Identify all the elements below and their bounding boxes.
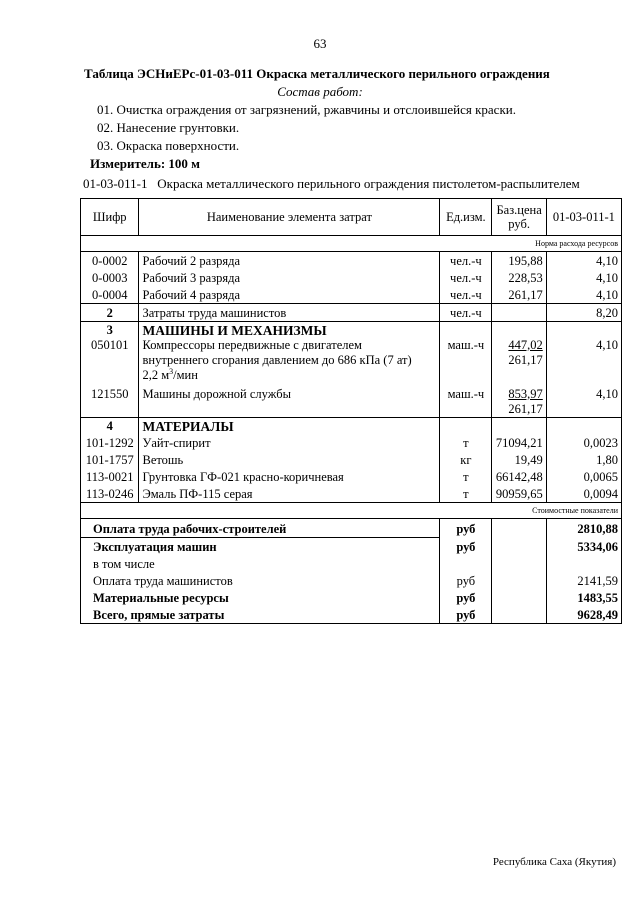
row-code: 113-0246 [81, 485, 139, 503]
footer-region: Республика Саха (Якутия) [492, 856, 616, 868]
row-price [492, 338, 546, 383]
row-name-part: /мин [173, 368, 198, 382]
row-name: Рабочий 2 разряда [139, 252, 440, 270]
table-row [81, 304, 622, 322]
row-name: Эмаль ПФ-115 серая [139, 485, 440, 503]
row-unit: маш.-ч [440, 383, 492, 418]
table-header-row [81, 199, 622, 236]
total-row [81, 538, 622, 556]
row-unit: кг [440, 451, 492, 468]
row-price: 90959,65 [492, 485, 546, 503]
table-row [81, 383, 622, 418]
total-value: 9628,49 [546, 606, 621, 624]
row-name: Затраты труда машинистов [139, 304, 440, 322]
rate-code-line [83, 176, 580, 192]
resource-table [80, 198, 622, 624]
table-row [81, 252, 622, 270]
total-unit: руб [440, 589, 492, 606]
header-code: Шифр [81, 199, 139, 236]
row-code: 0-0003 [81, 269, 139, 286]
header-value: 01-03-011-1 [546, 199, 621, 236]
row-name-line: внутреннего сгорания давлением до 686 кПа (7 ат) [142, 353, 412, 367]
meter-label: Измеритель: 100 м [90, 156, 201, 171]
row-name: Ветошь [139, 451, 440, 468]
cost-caption: Стоимостные показатели [492, 503, 622, 519]
row-value: 4,10 [546, 269, 621, 286]
norm-caption-row [81, 236, 622, 252]
row-name: Грунтовка ГФ-021 красно-коричневая [139, 468, 440, 485]
row-name: Уайт-спирит [139, 434, 440, 451]
row-name-part: 2,2 м [142, 368, 170, 382]
table-row [81, 434, 622, 451]
row-name-sup: 3 [169, 366, 174, 376]
total-name: Всего, прямые затраты [81, 606, 440, 624]
row-unit: маш.-ч [440, 338, 492, 383]
row-value: 0,0065 [546, 468, 621, 485]
total-row [81, 572, 622, 589]
row-unit: т [440, 485, 492, 503]
row-unit: т [440, 468, 492, 485]
total-value: 2810,88 [546, 519, 621, 538]
row-value: 4,10 [546, 286, 621, 304]
row-value: 0,0023 [546, 434, 621, 451]
section-row [81, 322, 622, 339]
row-price: 19,49 [492, 451, 546, 468]
row-price-secondary: 261,17 [508, 353, 543, 367]
total-value: 5334,06 [546, 538, 621, 556]
row-name-line [142, 368, 436, 383]
work-item: 03. Окраска поверхности. [97, 138, 240, 153]
cost-caption-row [81, 503, 622, 519]
section-name: МАШИНЫ И МЕХАНИЗМЫ [139, 322, 440, 339]
row-price: 195,88 [492, 252, 546, 270]
row-unit: чел.-ч [440, 286, 492, 304]
total-unit: руб [440, 519, 492, 538]
header-name: Наименование элемента затрат [139, 199, 440, 236]
section-code: 4 [81, 418, 139, 435]
row-price: 228,53 [492, 269, 546, 286]
table-row [81, 269, 622, 286]
total-name: в том числе [81, 555, 440, 572]
row-name: Машины дорожной службы [139, 383, 440, 418]
work-item: 01. Очистка ограждения от загрязнений, ржавчины и отслоившейся краски. [97, 102, 516, 117]
total-value: 2141,59 [546, 572, 621, 589]
row-unit: чел.-ч [440, 304, 492, 322]
table-row [81, 286, 622, 304]
row-code: 101-1757 [81, 451, 139, 468]
row-unit: чел.-ч [440, 269, 492, 286]
row-price-main: 853,97 [508, 387, 543, 401]
table-row [81, 338, 622, 383]
row-name: Рабочий 4 разряда [139, 286, 440, 304]
work-composition-heading: Состав работ: [277, 84, 363, 99]
row-value: 4,10 [546, 252, 621, 270]
table-row [81, 485, 622, 503]
row-value: 1,80 [546, 451, 621, 468]
row-value: 4,10 [546, 383, 621, 418]
work-item: 02. Нанесение грунтовки. [97, 120, 240, 135]
row-code: 0-0004 [81, 286, 139, 304]
table-row [81, 468, 622, 485]
section-row [81, 418, 622, 435]
row-name: Рабочий 3 разряда [139, 269, 440, 286]
row-value: 4,10 [546, 338, 621, 383]
row-code: 050101 [81, 338, 139, 383]
row-unit: т [440, 434, 492, 451]
table-row [81, 451, 622, 468]
row-name [139, 338, 440, 383]
total-value: 1483,55 [546, 589, 621, 606]
header-price: Баз.цена руб. [492, 199, 546, 236]
row-price [492, 383, 546, 418]
section-name: МАТЕРИАЛЫ [139, 418, 440, 435]
row-code: 2 [81, 304, 139, 322]
rate-code: 01-03-011-1 [83, 176, 148, 191]
row-price: 66142,48 [492, 468, 546, 485]
total-unit: руб [440, 538, 492, 556]
row-price: 261,17 [492, 286, 546, 304]
total-unit: руб [440, 572, 492, 589]
norm-caption: Норма расхода ресурсов [492, 236, 622, 252]
total-name: Оплата труда рабочих-строителей [81, 519, 440, 538]
section-code: 3 [81, 322, 139, 339]
row-price-secondary: 261,17 [508, 402, 543, 416]
page-number: 63 [313, 36, 327, 51]
table-title: Таблица ЭСНиЕРс-01-03-011 Окраска металлического перильного ограждения [84, 66, 550, 81]
row-code: 113-0021 [81, 468, 139, 485]
total-name: Эксплуатация машин [81, 538, 440, 556]
row-code: 121550 [81, 383, 139, 418]
total-unit: руб [440, 606, 492, 624]
row-name-line: Компрессоры передвижные с двигателем [142, 338, 362, 352]
total-row [81, 606, 622, 624]
row-code: 101-1292 [81, 434, 139, 451]
row-price-main: 447,02 [508, 338, 543, 352]
total-name: Оплата труда машинистов [81, 572, 440, 589]
row-unit: чел.-ч [440, 252, 492, 270]
row-price: 71094,21 [492, 434, 546, 451]
rate-description: Окраска металлического перильного ограждения пистолетом-распылителем [157, 176, 580, 191]
total-name: Материальные ресурсы [81, 589, 440, 606]
header-unit: Ед.изм. [440, 199, 492, 236]
total-row [81, 589, 622, 606]
row-code: 0-0002 [81, 252, 139, 270]
row-value: 8,20 [546, 304, 621, 322]
row-value: 0,0094 [546, 485, 621, 503]
total-row [81, 519, 622, 538]
total-row [81, 555, 622, 572]
